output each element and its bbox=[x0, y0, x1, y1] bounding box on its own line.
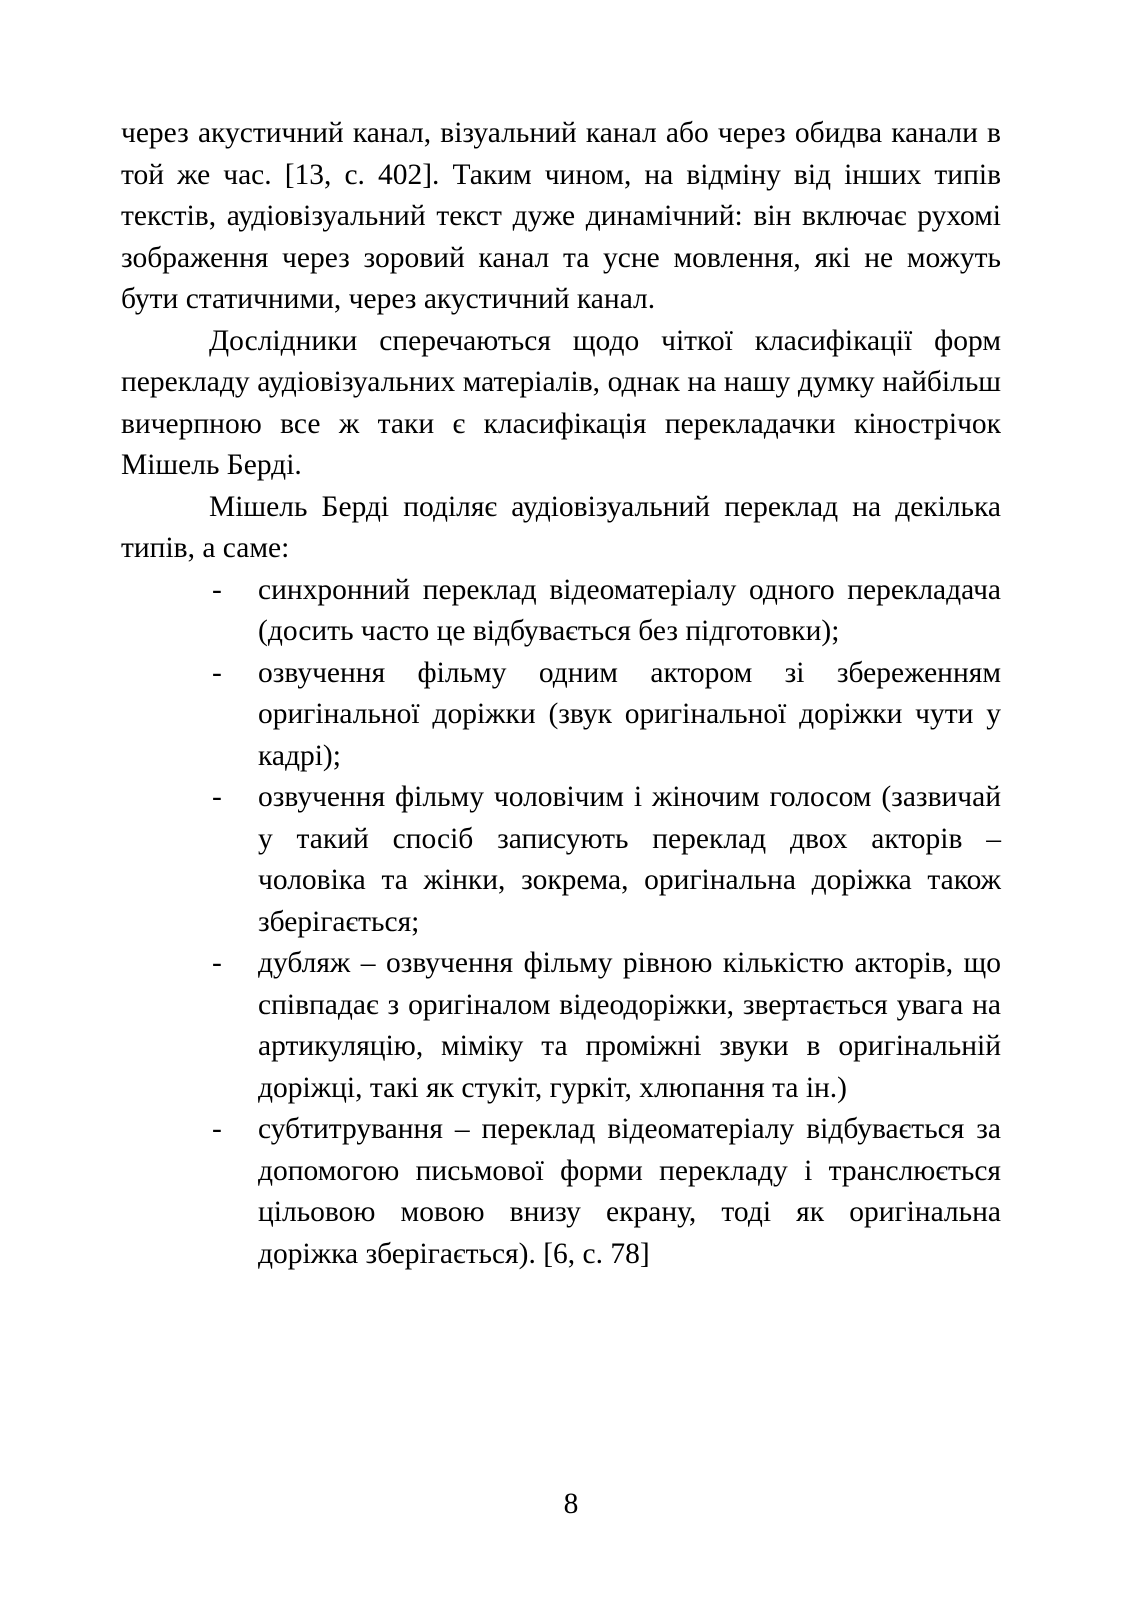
page-text-body bbox=[121, 113, 1001, 1275]
list-item bbox=[121, 570, 1001, 653]
list-item bbox=[121, 1109, 1001, 1275]
list-item bbox=[121, 943, 1001, 1109]
dash-bullet-icon: - bbox=[212, 656, 222, 689]
list-item bbox=[121, 653, 1001, 778]
dash-bullet-icon: - bbox=[212, 1113, 222, 1145]
page-number: 8 bbox=[563, 1488, 579, 1520]
list-item bbox=[121, 777, 1001, 943]
list-item-text: субтитрування – переклад відеоматеріалу відбувається за допомогою письмової форми перекладу і транслюється цільовою мовою внизу екрану, тоді як оригінальна доріжка зберігається). [6, с. 78] bbox=[258, 1113, 1001, 1270]
dash-bullet-icon: - bbox=[212, 781, 222, 813]
translation-types-list bbox=[121, 570, 1001, 1276]
list-item-text: дубляж – озвучення фільму рівною кількістю акторів, що співпадає з оригіналом відеодоріжки, звертається увага на артикуляцію, міміку та проміжні звуки в оригінальній доріжці, такі як стукіт, гуркіт, хлюпання та ін.) bbox=[258, 947, 1001, 1104]
dash-bullet-icon: - bbox=[212, 947, 222, 979]
list-item-text: синхронний переклад відеоматеріалу одного перекладача (досить часто це відбувається без підготовки); bbox=[258, 573, 1001, 647]
paragraph-berdy-intro: Мішель Берді поділяє аудіовізуальний переклад на декілька типів, а саме: bbox=[121, 490, 1001, 564]
list-item-text: озвучення фільму одним актором зі збереженням оригінальної доріжки (звук оригінальної доріжки чути у кадрі); bbox=[258, 656, 1001, 772]
paragraph-researchers-debate: Дослідники сперечаються щодо чіткої класифікації форм перекладу аудіовізуальних матеріалів, однак на нашу думку найбільш вичерпною все ж таки є класифікація перекладачки кінострічок Мішель Берді. bbox=[121, 324, 1001, 481]
dash-bullet-icon: - bbox=[212, 573, 222, 606]
paragraph-continuation: через акустичний канал, візуальний канал або через обидва канали в той же час. [13, с. 402]. Таким чином, на відміну від інших типів текстів, аудіовізуальний текст дуже динамічний: він включає рухомі зображення через зоровий канал та усне мовлення, які не можуть бути статичними, через акустичний канал. bbox=[121, 117, 1001, 315]
list-item-text: озвучення фільму чоловічим і жіночим голосом (зазвичай у такий спосіб записують переклад двох акторів – чоловіка та жінки, зокрема, оригінальна доріжка також зберігається; bbox=[258, 781, 1001, 938]
